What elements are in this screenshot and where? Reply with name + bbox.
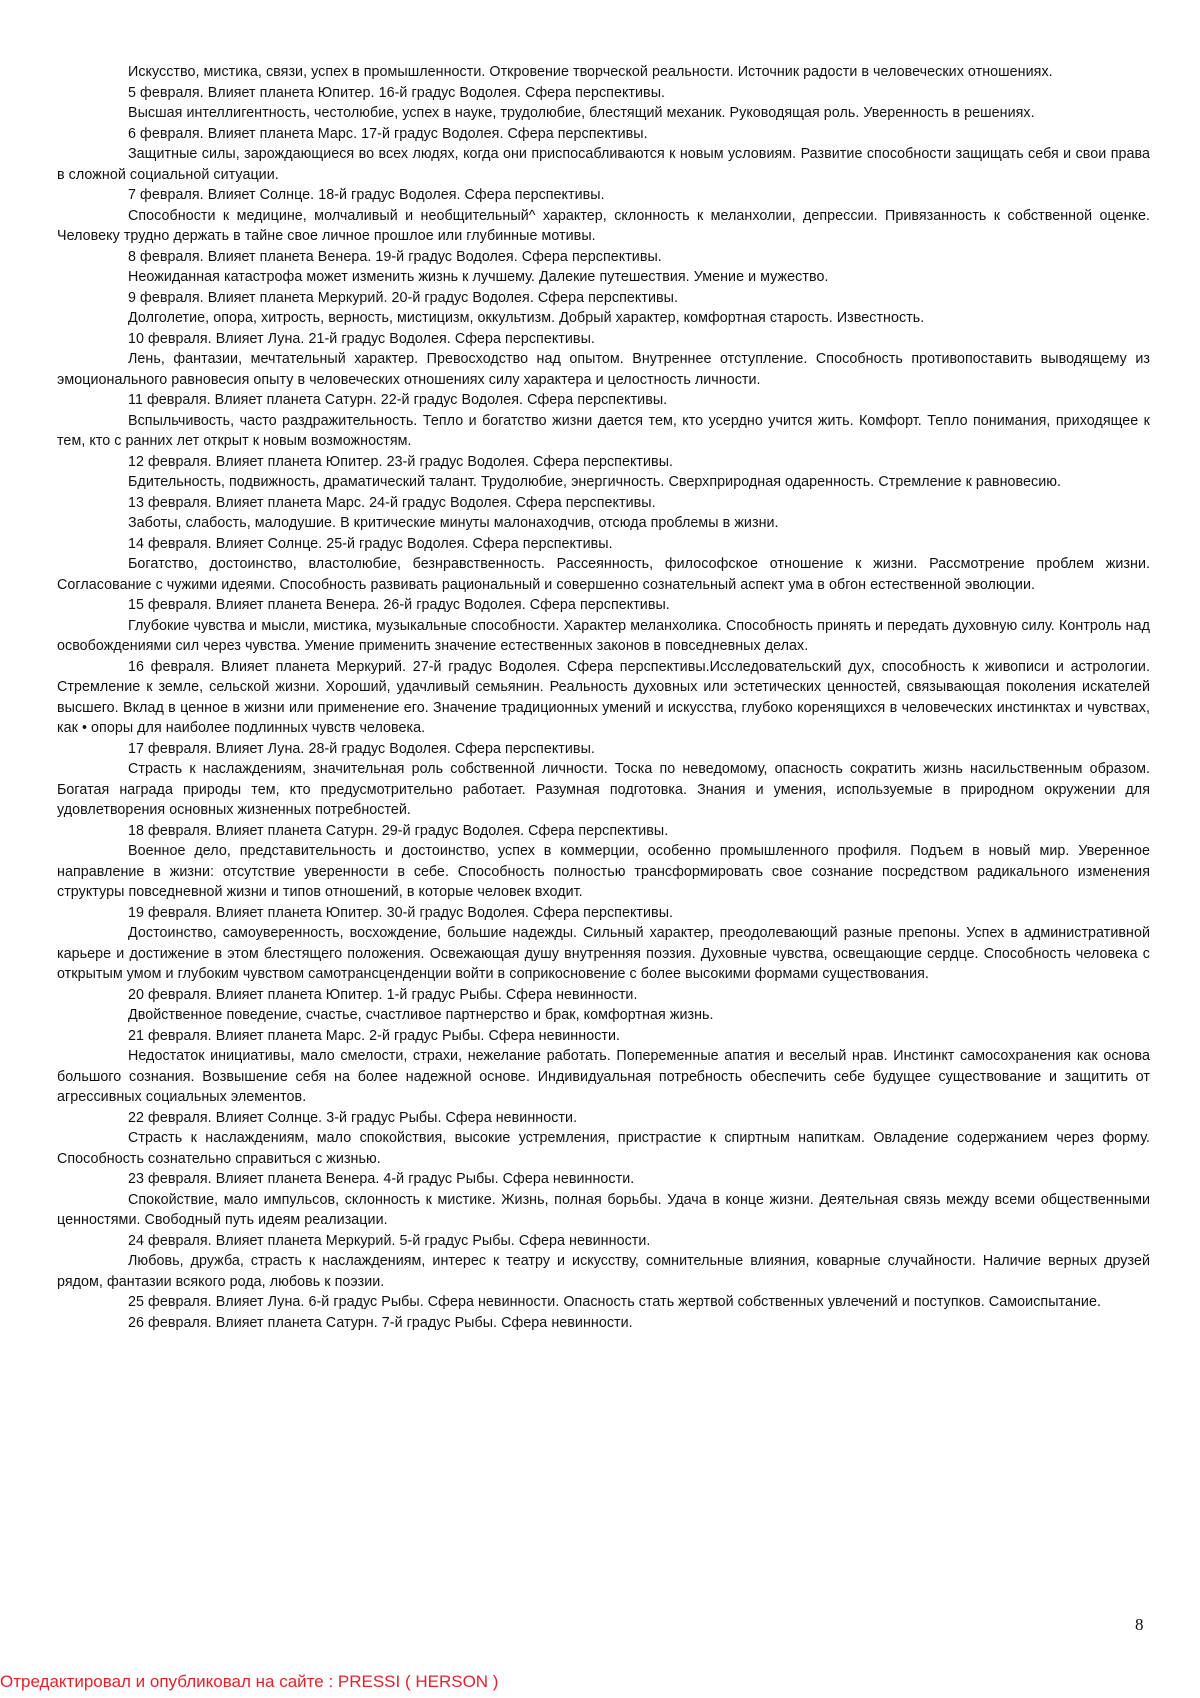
date-heading: 24 февраля. Влияет планета Меркурий. 5-й градус Рыбы. Сфера невинности. <box>57 1231 1150 1252</box>
paragraph: Защитные силы, зарождающиеся во всех людях, когда они приспосабливаются к новым условиям. Развитие способности защищать себя и свои права в сложной социальной ситуации. <box>57 144 1150 185</box>
paragraph: Бдительность, подвижность, драматический талант. Трудолюбие, энергичность. Сверхприродная одаренность. Стремление к равновесию. <box>57 472 1150 493</box>
date-heading: 15 февраля. Влияет планета Венера. 26-й градус Водолея. Сфера перспективы. <box>57 595 1150 616</box>
paragraph: Достоинство, самоуверенность, восхождение, большие надежды. Сильный характер, преодолевающий разные препоны. Успех в административной карьере и достижение в этом блестящего положения. Освежающая душу внутренняя поэзия. Духовные чувства, освещающие сердце. Способность человека с открытым умом и глубоким чувством самотрансценденции войти в соприкосновение с более высокими формами существования. <box>57 923 1150 985</box>
date-heading: 11 февраля. Влияет планета Сатурн. 22-й градус Водолея. Сфера перспективы. <box>57 390 1150 411</box>
date-heading: 26 февраля. Влияет планета Сатурн. 7-й градус Рыбы. Сфера невинности. <box>57 1313 1150 1334</box>
paragraph: Любовь, дружба, страсть к наслаждениям, интерес к театру и искусству, сомнительные влияния, коварные случайности. Наличие верных друзей рядом, фантазии всякого рода, любовь к поэзии. <box>57 1251 1150 1292</box>
paragraph: Глубокие чувства и мысли, мистика, музыкальные способности. Характер меланхолика. Способность принять и передать духовную силу. Контроль над освобождениями сил через чувства. Умение применить значение естественных законов в повседневных делах. <box>57 616 1150 657</box>
paragraph: Спокойствие, мало импульсов, склонность к мистике. Жизнь, полная борьбы. Удача в конце жизни. Деятельная связь между всеми общественными ценностями. Свободный путь идеям реализации. <box>57 1190 1150 1231</box>
date-heading: 10 февраля. Влияет Луна. 21-й градус Водолея. Сфера перспективы. <box>57 329 1150 350</box>
date-heading: 19 февраля. Влияет планета Юпитер. 30-й градус Водолея. Сфера перспективы. <box>57 903 1150 924</box>
date-heading: 9 февраля. Влияет планета Меркурий. 20-й градус Водолея. Сфера перспективы. <box>57 288 1150 309</box>
paragraph: Вспыльчивость, часто раздражительность. Тепло и богатство жизни дается тем, кто усердно учится жить. Комфорт. Тепло понимания, приходящее к тем, кто с ранних лет открыт к новым возможностям. <box>57 411 1150 452</box>
date-heading: 5 февраля. Влияет планета Юпитер. 16-й градус Водолея. Сфера перспективы. <box>57 83 1150 104</box>
date-heading: 20 февраля. Влияет планета Юпитер. 1-й градус Рыбы. Сфера невинности. <box>57 985 1150 1006</box>
date-heading: 23 февраля. Влияет планета Венера. 4-й градус Рыбы. Сфера невинности. <box>57 1169 1150 1190</box>
paragraph: Долголетие, опора, хитрость, верность, мистицизм, оккультизм. Добрый характер, комфортная старость. Известность. <box>57 308 1150 329</box>
paragraph: 25 февраля. Влияет Луна. 6-й градус Рыбы. Сфера невинности. Опасность стать жертвой собственных увлечений и поступков. Самоиспытание. <box>57 1292 1150 1313</box>
paragraph: Высшая интеллигентность, честолюбие, успех в науке, трудолюбие, блестящий механик. Руководящая роль. Уверенность в решениях. <box>57 103 1150 124</box>
paragraph: Недостаток инициативы, мало смелости, страхи, нежелание работать. Попеременные апатия и веселый нрав. Инстинкт самосохранения как основа большого сознания. Возвышение себя на более надежной основе. Индивидуальная потребность обеспечить себе будущее существование и защитить от агрессивных социальных элементов. <box>57 1046 1150 1108</box>
date-heading: 17 февраля. Влияет Луна. 28-й градус Водолея. Сфера перспективы. <box>57 739 1150 760</box>
paragraph: Двойственное поведение, счастье, счастливое партнерство и брак, комфортная жизнь. <box>57 1005 1150 1026</box>
paragraph: Богатство, достоинство, властолюбие, безнравственность. Рассеянность, философское отношение к жизни. Рассмотрение проблем жизни. Согласование с чужими идеями. Способность развивать рациональный и совершенно сознательный аспект ума в обгон естественной эволюции. <box>57 554 1150 595</box>
paragraph: Военное дело, представительность и достоинство, успех в коммерции, особенно промышленного профиля. Подъем в новый мир. Уверенное направление в жизни: отсутствие уверенности в себе. Способность полностью трансформировать свое сознание посредством радикального изменения структуры повседневной жизни и типов отношений, в которые человек входит. <box>57 841 1150 903</box>
date-heading: 21 февраля. Влияет планета Марс. 2-й градус Рыбы. Сфера невинности. <box>57 1026 1150 1047</box>
page-number: 8 <box>1135 1615 1144 1635</box>
date-heading: 18 февраля. Влияет планета Сатурн. 29-й градус Водолея. Сфера перспективы. <box>57 821 1150 842</box>
date-heading: 7 февраля. Влияет Солнце. 18-й градус Водолея. Сфера перспективы. <box>57 185 1150 206</box>
paragraph: Заботы, слабость, малодушие. В критические минуты малонаходчив, отсюда проблемы в жизни. <box>57 513 1150 534</box>
date-heading: 22 февраля. Влияет Солнце. 3-й градус Рыбы. Сфера невинности. <box>57 1108 1150 1129</box>
paragraph: Страсть к наслаждениям, значительная роль собственной личности. Тоска по неведомому, опасность сократить жизнь насильственным образом. Богатая награда природы тем, кто предусмотрительно работает. Разумная подготовка. Знания и умения, используемые в природном окружении для удовлетворения основных жизненных потребностей. <box>57 759 1150 821</box>
paragraph: Искусство, мистика, связи, успех в промышленности. Откровение творческой реальности. Источник радости в человеческих отношениях. <box>57 62 1150 83</box>
date-heading: 6 февраля. Влияет планета Марс. 17-й градус Водолея. Сфера перспективы. <box>57 124 1150 145</box>
paragraph: Неожиданная катастрофа может изменить жизнь к лучшему. Далекие путешествия. Умение и мужество. <box>57 267 1150 288</box>
document-body <box>57 62 1150 1333</box>
paragraph: Способности к медицине, молчаливый и необщительный^ характер, склонность к меланхолии, депрессии. Привязанность к собственной оценке. Человеку трудно держать в тайне свое личное прошлое или глубинные мотивы. <box>57 206 1150 247</box>
date-heading: 14 февраля. Влияет Солнце. 25-й градус Водолея. Сфера перспективы. <box>57 534 1150 555</box>
footer-credit: Отредактировал и опубликовал на сайте : PRESSI ( HERSON ) <box>0 1672 498 1692</box>
date-heading: 13 февраля. Влияет планета Марс. 24-й градус Водолея. Сфера перспективы. <box>57 493 1150 514</box>
paragraph: Страсть к наслаждениям, мало спокойствия, высокие устремления, пристрастие к спиртным напиткам. Овладение содержанием через форму. Способность сознательно справиться с жизнью. <box>57 1128 1150 1169</box>
paragraph: 16 февраля. Влияет планета Меркурий. 27-й градус Водолея. Сфера перспективы.Исследовательский дух, способность к живописи и астрологии. Стремление к земле, сельской жизни. Хороший, удачливый семьянин. Реальность духовных или эстетических ценностей, связывающая поколения искателей высшего. Вклад в ценное в жизни или применение его. Значение традиционных умений и искусства, глубоко коренящихся в человеческих инстинктах и чувствах, как • опоры для наиболее подлинных чувств человека. <box>57 657 1150 739</box>
date-heading: 12 февраля. Влияет планета Юпитер. 23-й градус Водолея. Сфера перспективы. <box>57 452 1150 473</box>
paragraph: Лень, фантазии, мечтательный характер. Превосходство над опытом. Внутреннее отступление. Способность противопоставить выводящему из эмоционального равновесия опыту в человеческих отношениях силу характера и целостность личности. <box>57 349 1150 390</box>
date-heading: 8 февраля. Влияет планета Венера. 19-й градус Водолея. Сфера перспективы. <box>57 247 1150 268</box>
